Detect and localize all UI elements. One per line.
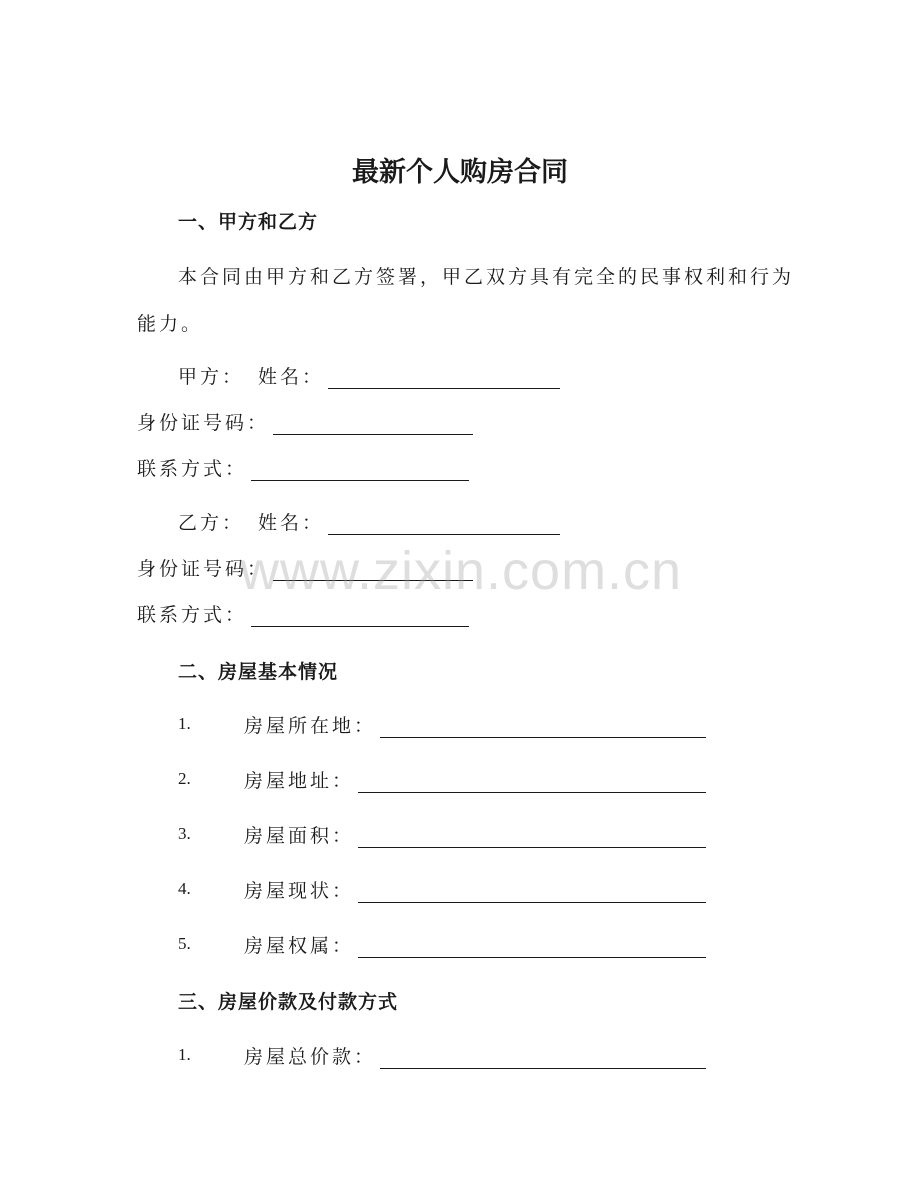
party-a-name-field: [178, 362, 560, 389]
party-a-contact-label: 联系方式：: [137, 458, 248, 480]
house-location-blank[interactable]: [380, 719, 706, 738]
house-condition-blank[interactable]: [358, 884, 706, 903]
party-a-name-label: 姓名：: [258, 366, 325, 388]
section2-item-5-num: 5.: [178, 934, 191, 953]
party-b-id-field: [137, 554, 473, 581]
house-ownership-label: 房屋权属：: [244, 935, 355, 957]
party-b-name-field: [178, 508, 560, 535]
party-b-name-blank[interactable]: [328, 516, 560, 535]
party-b-contact-label: 联系方式：: [137, 604, 248, 626]
party-b-id-blank[interactable]: [273, 562, 473, 581]
section2-item-3-num: 3.: [178, 824, 191, 843]
section1-heading: 一、甲方和乙方: [178, 211, 319, 233]
party-a-label: 甲方：: [178, 366, 245, 388]
section2-item-1: [244, 711, 706, 738]
total-price-label: 房屋总价款：: [244, 1046, 377, 1068]
intro-line-2: 能力。: [137, 313, 204, 335]
party-b-id-label: 身份证号码：: [137, 558, 270, 580]
watermark-text: www.zixin.com.cn: [240, 541, 683, 601]
section3-item-1-num: 1.: [178, 1045, 191, 1064]
party-a-contact-blank[interactable]: [251, 462, 469, 481]
total-price-blank[interactable]: [380, 1050, 706, 1069]
house-address-blank[interactable]: [358, 774, 706, 793]
party-a-id-label: 身份证号码：: [137, 412, 270, 434]
section2-item-3: [244, 821, 706, 848]
house-address-label: 房屋地址：: [244, 770, 355, 792]
party-a-name-blank[interactable]: [328, 370, 560, 389]
section2-heading: 二、房屋基本情况: [178, 661, 339, 683]
section2-item-5: [244, 931, 706, 958]
section2-item-2: [244, 766, 706, 793]
section2-item-2-num: 2.: [178, 769, 191, 788]
party-b-contact-field: [137, 600, 469, 627]
party-a-contact-field: [137, 454, 469, 481]
section2-item-1-num: 1.: [178, 714, 191, 733]
house-area-blank[interactable]: [358, 829, 706, 848]
house-ownership-blank[interactable]: [358, 939, 706, 958]
house-condition-label: 房屋现状：: [244, 880, 355, 902]
section3-heading: 三、房屋价款及付款方式: [178, 991, 399, 1013]
section2-item-4: [244, 876, 706, 903]
house-area-label: 房屋面积：: [244, 825, 355, 847]
intro-line-1: 本合同由甲方和乙方签署，甲乙双方具有完全的民事权利和行为: [178, 266, 795, 288]
section2-item-4-num: 4.: [178, 879, 191, 898]
party-b-contact-blank[interactable]: [251, 608, 469, 627]
document-title: 最新个人购房合同: [352, 157, 568, 188]
party-a-id-field: [137, 408, 473, 435]
party-b-label: 乙方：: [178, 512, 245, 534]
party-b-name-label: 姓名：: [258, 512, 325, 534]
house-location-label: 房屋所在地：: [244, 715, 377, 737]
party-a-id-blank[interactable]: [273, 416, 473, 435]
section3-item-1: [244, 1042, 706, 1069]
